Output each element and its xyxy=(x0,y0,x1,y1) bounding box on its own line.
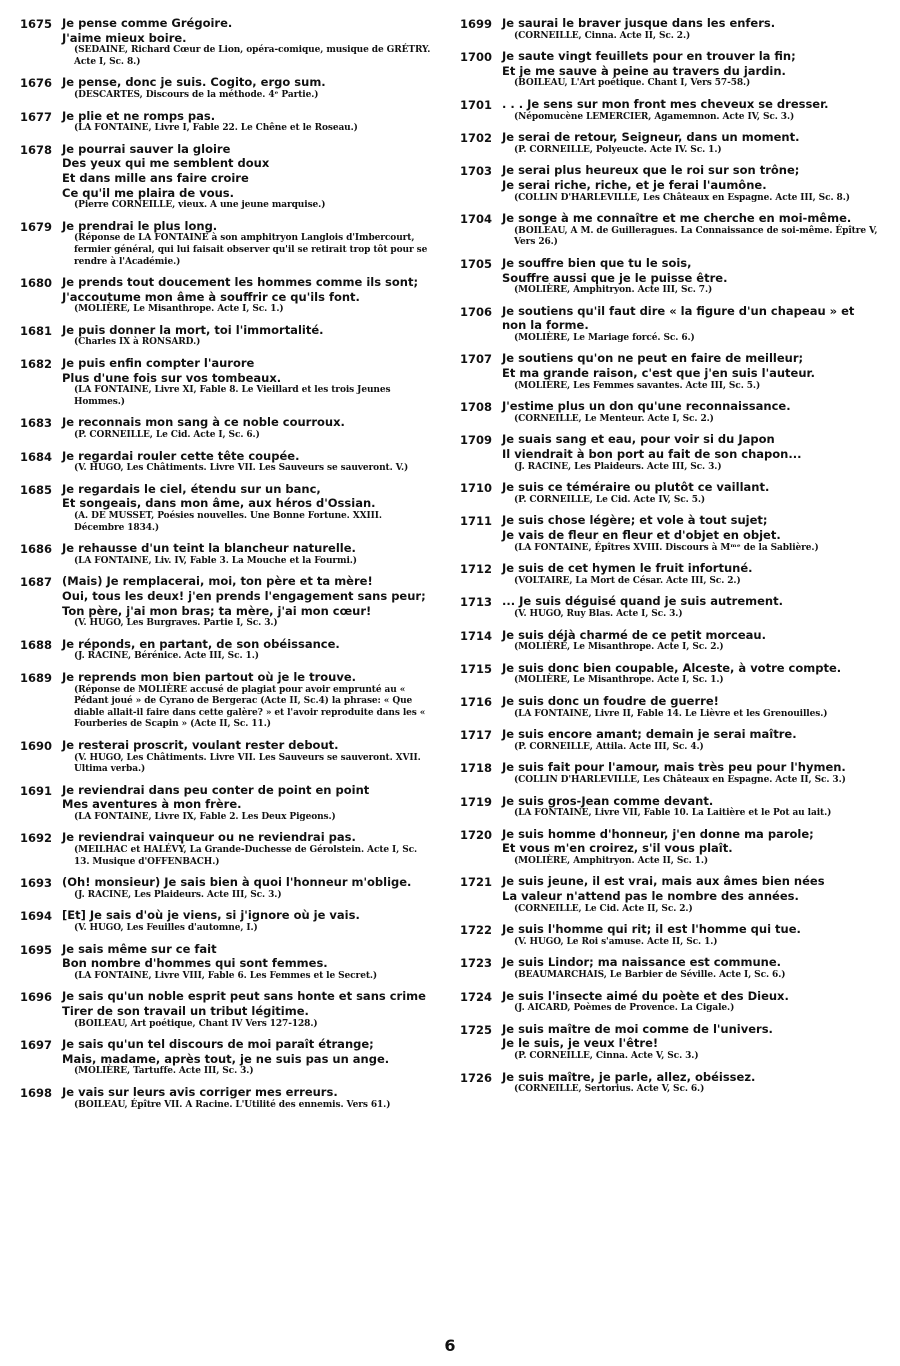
quote-line: Je suis donc un foudre de guerre! xyxy=(502,693,719,708)
quote-entry xyxy=(460,256,880,297)
quote-line: Je pense, donc je suis. Cogito, ergo sum. xyxy=(62,75,326,90)
quote-source: (MOLIÈRE, Amphitryon. Acte III, Sc. 7.) xyxy=(514,285,713,296)
quote-entry xyxy=(20,830,434,868)
quote-number: 1688 xyxy=(20,637,53,652)
quote-body xyxy=(62,574,434,629)
quote-body xyxy=(62,109,434,135)
quote-number: 1694 xyxy=(20,909,53,924)
quote-line: Je sais même sur ce fait xyxy=(62,941,217,956)
quote-body xyxy=(62,323,434,349)
quote-entry xyxy=(20,738,434,776)
quote-number: 1712 xyxy=(460,562,493,577)
quote-source: (CORNEILLE, Cinna. Acte II, Sc. 2.) xyxy=(514,30,691,41)
quote-line: Je serai riche, riche, et je ferai l'aumône. xyxy=(502,177,767,192)
quote-entry xyxy=(20,142,434,212)
quote-source: (CORNEILLE, Le Cid. Acte II, Sc. 2.) xyxy=(514,903,693,914)
quote-line: ... Je suis déguisé quand je suis autrement. xyxy=(502,594,783,609)
quote-number: 1719 xyxy=(460,794,493,809)
quote-line: Je rehausse d'un teint la blancheur naturelle. xyxy=(62,541,356,556)
quote-number: 1723 xyxy=(460,956,493,971)
quote-entry xyxy=(20,16,434,68)
quote-line: Je pourrai sauver la gloire xyxy=(62,141,231,156)
quote-line: (Mais) Je remplacerai, moi, ton père et ta mère! xyxy=(62,574,373,589)
quote-source: (LA FONTAINE, Liv. IV, Fable 3. La Mouche et la Fourmi.) xyxy=(74,555,357,566)
quote-entry xyxy=(20,670,434,731)
quote-body xyxy=(502,256,880,297)
page-number: 6 xyxy=(444,1336,456,1355)
quote-body xyxy=(62,275,434,316)
quote-entry xyxy=(20,482,434,534)
quote-line: Je suis déjà charmé de ce petit morceau. xyxy=(502,627,766,642)
quote-entry xyxy=(460,16,880,42)
quote-line: Je serai de retour, Seigneur, dans un moment. xyxy=(502,130,800,145)
quote-body xyxy=(502,480,880,506)
quote-line: Je suis ce téméraire ou plutôt ce vaillant. xyxy=(502,480,770,495)
quote-number: 1679 xyxy=(20,219,53,234)
quote-number: 1691 xyxy=(20,783,53,798)
quote-line: La valeur n'attend pas le nombre des années. xyxy=(502,889,799,904)
quote-body xyxy=(62,1085,434,1111)
quote-body xyxy=(502,97,880,123)
quote-entry xyxy=(460,922,880,948)
quote-source: (P. CORNEILLE, Le Cid. Acte I, Sc. 6.) xyxy=(74,430,260,441)
quote-line: Plus d'une fois sur vos tombeaux. xyxy=(62,370,282,385)
quote-number: 1703 xyxy=(460,164,493,179)
quote-source: (J. RACINE, Les Plaideurs. Acte III, Sc. 3.) xyxy=(74,889,282,900)
quote-number: 1711 xyxy=(460,514,493,529)
quote-source: (CORNEILLE, Sertorius. Acte V, Sc. 6.) xyxy=(514,1084,705,1095)
quote-body xyxy=(62,356,434,408)
quote-entry xyxy=(20,323,434,349)
quote-line: Ce qu'il me plaira de vous. xyxy=(62,185,235,200)
quote-entry xyxy=(460,827,880,868)
quote-line: Il viendrait à bon port au fait de son chapon... xyxy=(502,447,802,462)
quote-body xyxy=(62,541,434,567)
quote-entry xyxy=(20,574,434,629)
quote-body xyxy=(62,875,434,901)
quote-line: Je suis gros-Jean comme devant. xyxy=(502,793,714,808)
quote-body xyxy=(502,694,880,720)
quote-line: Je suis l'homme qui rit; il est l'homme qui tue. xyxy=(502,922,801,937)
quote-line: Je reviendrai dans peu conter de point en point xyxy=(62,782,370,797)
quote-line: Oui, tous les deux! j'en prends l'engagement sans peur; xyxy=(62,588,426,603)
quote-line: Je suais sang et eau, pour voir si du Japon xyxy=(502,432,775,447)
quote-entry xyxy=(20,109,434,135)
quote-line: Je réponds, en partant, de son obéissance. xyxy=(62,636,340,651)
quote-source: (BEAUMARCHAIS, Le Barbier de Séville. Acte I, Sc. 6.) xyxy=(514,970,786,981)
quote-line: Ton père, j'ai mon bras; ta mère, j'ai mon cœur! xyxy=(62,603,372,618)
quote-body xyxy=(502,304,880,345)
quote-line: Je reviendrai vainqueur ou ne reviendrai pas. xyxy=(62,830,356,845)
quote-body xyxy=(62,75,434,101)
quote-line: Je puis donner la mort, toi l'immortalité. xyxy=(62,322,324,337)
quote-entry xyxy=(460,399,880,425)
quote-line: Je songe à me connaître et me cherche en moi-même. xyxy=(502,211,852,226)
quote-entry xyxy=(20,637,434,663)
quote-entry xyxy=(20,783,434,824)
quote-line: Je suis chose légère; et vole à tout sujet; xyxy=(502,513,768,528)
quote-number: 1710 xyxy=(460,481,493,496)
quote-source: (J. RACINE, Bérénice. Acte III, Sc. 1.) xyxy=(74,651,259,662)
quote-body xyxy=(502,955,880,981)
quote-entry xyxy=(460,432,880,473)
quote-number: 1699 xyxy=(460,17,493,31)
quote-number: 1683 xyxy=(20,416,53,431)
quote-entry xyxy=(20,415,434,441)
quote-source: (LA FONTAINE, Livre XI, Fable 8. Le Vieillard et les trois Jeunes Hommes.) xyxy=(74,385,391,407)
quote-number: 1721 xyxy=(460,875,493,890)
quote-source: (J. AICARD, Poèmes de Provence. La Cigale.) xyxy=(514,1003,735,1014)
quote-entry xyxy=(20,75,434,101)
quote-line: Je suis encore amant; demain je serai maître. xyxy=(502,727,797,742)
quote-source: (P. CORNEILLE, Le Cid. Acte IV, Sc. 5.) xyxy=(514,494,706,505)
quote-source: (Réponse de MOLIÈRE accusé de plagiat pour avoir emprunté au « Pédant joué » de Cyrano de Bergerac (Acte II, Sc.4) la phrase: « Que diable allait-il faire dans cette galère? » et l'avoir reproduite dans les « Fourberies de Scapin » (Acte II, Sc. 11.) xyxy=(74,684,426,730)
quote-body xyxy=(62,449,434,475)
quote-entry xyxy=(460,513,880,554)
quote-source: (BOILEAU, A M. de Guilleragues. La Connaissance de soi-même. Épître V, Vers 26.) xyxy=(514,225,878,248)
quote-number: 1689 xyxy=(20,670,53,685)
quote-number: 1725 xyxy=(460,1022,493,1037)
quote-entry xyxy=(20,989,434,1030)
quote-line: Je reprends mon bien partout où je le trouve. xyxy=(62,669,357,684)
quote-entry xyxy=(460,727,880,753)
quote-line: Je regardais le ciel, étendu sur un banc, xyxy=(62,481,321,496)
quote-line: Je souffre bien que tu le sois, xyxy=(502,255,692,270)
quote-entry xyxy=(20,908,434,934)
quote-source: (COLLIN D'HARLEVILLE, Les Châteaux en Espagne. Acte III, Sc. 8.) xyxy=(514,192,850,203)
quote-number: 1682 xyxy=(20,357,53,372)
quote-line: J'aime mieux boire. xyxy=(62,30,187,45)
quote-source: (MOLIÈRE, Le Mariage forcé. Sc. 6.) xyxy=(514,332,695,343)
quote-number: 1722 xyxy=(460,923,493,938)
quote-entry xyxy=(460,163,880,204)
quote-entry xyxy=(460,989,880,1015)
quote-number: 1680 xyxy=(20,276,53,291)
quote-line: Je resterai proscrit, voulant rester debout. xyxy=(62,737,339,752)
quote-line: Je prends tout doucement les hommes comme ils sont; xyxy=(62,275,419,290)
quote-line: Je saurai le braver jusque dans les enfers. xyxy=(502,16,776,30)
quote-entry xyxy=(460,794,880,820)
quote-entry xyxy=(460,351,880,392)
quote-source: (J. RACINE, Les Plaideurs. Acte III, Sc. 3.) xyxy=(514,461,722,472)
quote-source: (LA FONTAINE, Livre IX, Fable 2. Les Deux Pigeons.) xyxy=(74,811,336,822)
quote-source: (COLLIN D'HARLEVILLE, Les Châteaux en Espagne. Acte II, Sc. 3.) xyxy=(514,774,846,785)
quote-number: 1676 xyxy=(20,76,53,91)
quote-source: (V. HUGO, Les Burgraves. Partie I, Sc. 3.) xyxy=(74,618,278,629)
quote-entry xyxy=(460,304,880,345)
quote-line: Je suis de cet hymen le fruit infortuné. xyxy=(502,561,753,576)
quote-number: 1724 xyxy=(460,989,493,1004)
quote-entry xyxy=(20,356,434,408)
quote-body xyxy=(62,830,434,868)
quote-number: 1718 xyxy=(460,761,493,776)
quote-line: Des yeux qui me semblent doux xyxy=(62,156,270,171)
quote-number: 1692 xyxy=(20,831,53,846)
quote-line: [Et] Je sais d'où je viens, si j'ignore où je vais. xyxy=(62,908,360,923)
quote-body xyxy=(502,760,880,786)
quote-entry xyxy=(20,1085,434,1111)
quote-number: 1696 xyxy=(20,990,53,1005)
quote-body xyxy=(502,432,880,473)
quote-entry xyxy=(460,874,880,915)
quote-source: (DESCARTES, Discours de la méthode. 4ᵉ Partie.) xyxy=(74,89,319,100)
quote-number: 1690 xyxy=(20,738,53,753)
quote-body xyxy=(502,351,880,392)
quote-body xyxy=(62,908,434,934)
quote-entry xyxy=(460,1022,880,1063)
quote-body xyxy=(502,561,880,587)
quote-source: (P. CORNEILLE, Attila. Acte III, Sc. 4.) xyxy=(514,741,704,752)
quote-line: (Oh! monsieur) Je sais bien à quoi l'honneur m'oblige. xyxy=(62,875,412,890)
quote-source: (MOLIÈRE, Le Misanthrope. Acte I, Sc. 2.) xyxy=(514,642,724,653)
quote-body xyxy=(62,989,434,1030)
quote-line: Et vous m'en croirez, s'il vous plaît. xyxy=(502,841,733,856)
quote-line: Je vais de fleur en fleur et d'objet en objet. xyxy=(502,528,781,542)
quote-entry xyxy=(20,219,434,268)
quote-line: Je soutiens qu'il faut dire « la figure d'un chapeau » et xyxy=(502,303,855,318)
quote-entry xyxy=(20,275,434,316)
quote-line: Je sais qu'un tel discours de moi paraît étrange; xyxy=(62,1037,374,1052)
quote-body xyxy=(62,738,434,776)
quote-body xyxy=(62,637,434,663)
quote-line: Souffre aussi que je le puisse être. xyxy=(502,270,728,285)
quote-source: (V. HUGO, Les Châtiments. Livre VII. Les Sauveurs se sauveront. V.) xyxy=(74,463,409,474)
quote-entry xyxy=(460,49,880,90)
quote-entry xyxy=(20,449,434,475)
quote-body xyxy=(502,594,880,620)
quote-source: (CORNEILLE, Le Menteur. Acte I, Sc. 2.) xyxy=(514,413,714,424)
quote-source: (BOILEAU, L'Art poétique. Chant I, Vers 57-58.) xyxy=(514,78,751,89)
quote-line: Bon nombre d'hommes qui sont femmes. xyxy=(62,956,328,971)
quote-body xyxy=(62,942,434,983)
quote-body xyxy=(502,794,880,820)
quote-entry xyxy=(20,541,434,567)
quote-number: 1717 xyxy=(460,728,493,743)
quote-body xyxy=(502,661,880,687)
quote-line: Je suis l'insecte aimé du poète et des Dieux. xyxy=(502,988,789,1003)
quote-body xyxy=(502,163,880,204)
quote-number: 1675 xyxy=(20,17,53,31)
quote-number: 1709 xyxy=(460,433,493,448)
quote-source: (MOLIÈRE, Le Misanthrope. Acte I, Sc. 1.) xyxy=(74,304,284,315)
quote-source: (LA FONTAINE, Livre II, Fable 14. Le Lièvre et les Grenouilles.) xyxy=(514,708,828,719)
quote-body xyxy=(502,130,880,156)
quote-entry xyxy=(460,628,880,654)
quote-number: 1715 xyxy=(460,661,493,676)
quote-entry xyxy=(460,661,880,687)
quote-line: non la forme. xyxy=(502,318,589,333)
quote-entry xyxy=(460,97,880,123)
quote-source: (MOLIÈRE, Amphitryon. Acte II, Sc. 1.) xyxy=(514,855,709,866)
quote-number: 1708 xyxy=(460,400,493,415)
quote-number: 1707 xyxy=(460,352,493,367)
quote-line: Je plie et ne romps pas. xyxy=(62,108,216,123)
quote-body xyxy=(502,1070,880,1096)
quote-number: 1701 xyxy=(460,97,493,112)
quote-number: 1700 xyxy=(460,50,493,65)
quote-source: (Réponse de LA FONTAINE à son amphitryon Langlois d'Imbercourt, fermier général, qui lui faisait observer qu'il se retirait trop tôt pour se rendre à l'Académie.) xyxy=(74,233,428,267)
quote-source: (SEDAINE, Richard Cœur de Lion, opéra-comique, musique de GRÉTRY. Acte I, Sc. 8.) xyxy=(74,45,431,67)
quote-line: Je serai plus heureux que le roi sur son trône; xyxy=(502,163,800,178)
quote-line: Je saute vingt feuillets pour en trouver la fin; xyxy=(502,49,796,64)
quote-number: 1704 xyxy=(460,212,493,227)
quote-source: (P. CORNEILLE, Cinna. Acte V, Sc. 3.) xyxy=(514,1051,699,1061)
quote-line: Mais, madame, après tout, je ne suis pas un ange. xyxy=(62,1051,390,1066)
quote-number: 1702 xyxy=(460,131,493,146)
quote-body xyxy=(502,989,880,1015)
quote-body xyxy=(502,399,880,425)
quote-line: Je vais sur leurs avis corriger mes erreurs. xyxy=(62,1084,338,1099)
quote-number: 1698 xyxy=(20,1085,53,1100)
quote-source: (MOLIÈRE, Les Femmes savantes. Acte III, Sc. 5.) xyxy=(514,380,761,391)
quote-body xyxy=(502,827,880,868)
quote-entry xyxy=(460,694,880,720)
quote-line: Et ma grande raison, c'est que j'en suis l'auteur. xyxy=(502,366,815,381)
quote-entry xyxy=(20,875,434,901)
quote-number: 1726 xyxy=(460,1070,493,1085)
quote-entry xyxy=(460,480,880,506)
quote-body xyxy=(502,874,880,915)
quote-line: Et dans mille ans faire croire xyxy=(62,170,249,185)
quote-source: (BOILEAU, Art poétique, Chant IV Vers 127-128.) xyxy=(74,1018,318,1029)
quote-source: (BOILEAU, Épître VII. A Racine. L'Utilité des ennemis. Vers 61.) xyxy=(74,1099,391,1110)
quote-source: (MOLIÈRE, Tartuffe. Acte III, Sc. 3.) xyxy=(74,1066,254,1077)
quote-line: Je prendrai le plus long. xyxy=(62,218,218,233)
quote-source: (Népomucène LEMERCIER, Agamemnon. Acte IV, Sc. 3.) xyxy=(514,111,795,122)
quote-line: Je suis homme d'honneur, j'en donne ma parole; xyxy=(502,826,814,841)
quote-number: 1697 xyxy=(20,1038,53,1053)
quote-body xyxy=(502,1022,880,1063)
quote-line: Je pense comme Grégoire. xyxy=(62,16,233,30)
quote-number: 1720 xyxy=(460,827,493,842)
quote-number: 1685 xyxy=(20,482,53,497)
quote-source: (LA FONTAINE, Livre VIII, Fable 6. Les Femmes et le Secret.) xyxy=(74,970,378,981)
quote-entry xyxy=(460,594,880,620)
quote-body xyxy=(502,211,880,249)
quote-body xyxy=(62,783,434,824)
quote-number: 1678 xyxy=(20,142,53,157)
quote-number: 1684 xyxy=(20,449,53,464)
quote-body xyxy=(62,1037,434,1078)
quote-source: (Charles IX à RONSARD.) xyxy=(74,337,201,348)
quote-source: (V. HUGO, Les Châtiments. Livre VII. Les Sauveurs se sauveront. XVII. Ultima verba.) xyxy=(74,752,421,775)
quote-number: 1695 xyxy=(20,942,53,957)
quote-body xyxy=(62,16,434,68)
quote-number: 1681 xyxy=(20,323,53,338)
quote-number: 1706 xyxy=(460,304,493,319)
quote-source: (Pierre CORNEILLE, vieux. A une jeune marquise.) xyxy=(74,200,326,211)
quote-body xyxy=(502,513,880,554)
quote-line: Mes aventures à mon frère. xyxy=(62,797,242,812)
left-column xyxy=(20,16,434,1118)
quote-line: Je soutiens qu'on ne peut en faire de meilleur; xyxy=(502,351,804,366)
quote-source: (A. DE MUSSET, Poésies nouvelles. Une Bonne Fortune. XXIII. Décembre 1834.) xyxy=(74,511,382,533)
quote-line: Et je me sauve à peine au travers du jardin. xyxy=(502,63,786,78)
quote-line: Je suis maître, je parle, allez, obéissez. xyxy=(502,1069,756,1084)
quote-line: Je puis enfin compter l'aurore xyxy=(62,356,255,371)
quote-body xyxy=(62,482,434,534)
quote-source: (V. HUGO, Les Feuilles d'automne, I.) xyxy=(74,923,258,934)
quote-line: Je reconnais mon sang à ce noble courroux. xyxy=(62,415,345,430)
quote-body xyxy=(62,219,434,268)
quote-number: 1686 xyxy=(20,542,53,557)
quote-line: Tirer de son travail un tribut légitime. xyxy=(62,1004,309,1018)
quote-source: (V. HUGO, Le Roi s'amuse. Acte II, Sc. 1.) xyxy=(514,936,718,947)
quote-source: (MEILHAC et HALÉVY, La Grande-Duchesse de Gérolstein. Acte I, Sc. 13. Musique d'OFFENBACH.) xyxy=(74,845,418,867)
quote-number: 1713 xyxy=(460,595,493,610)
quote-line: Je suis maître de moi comme de l'univers. xyxy=(502,1021,773,1036)
quote-number: 1693 xyxy=(20,876,53,891)
quote-entry xyxy=(20,1037,434,1078)
quote-line: Je le suis, je veux l'être! xyxy=(502,1036,659,1051)
quote-line: J'estime plus un don qu'une reconnaissance. xyxy=(502,399,791,414)
quote-entry xyxy=(460,760,880,786)
quote-line: J'accoutume mon âme à souffrir ce qu'ils font. xyxy=(62,289,360,304)
quote-body xyxy=(502,628,880,654)
quote-line: Je sais qu'un noble esprit peut sans honte et sans crime xyxy=(62,989,426,1004)
quote-number: 1705 xyxy=(460,256,493,271)
quote-source: (LA FONTAINE, Livre VII, Fable 10. La Laitière et le Pot au lait.) xyxy=(514,808,832,819)
quote-number: 1714 xyxy=(460,628,493,643)
quote-source: (VOLTAIRE, La Mort de César. Acte III, Sc. 2.) xyxy=(514,575,741,586)
quote-entry xyxy=(20,942,434,983)
quote-line: Je suis jeune, il est vrai, mais aux âmes bien nées xyxy=(502,874,825,889)
quote-line: Et songeais, dans mon âme, aux héros d'Ossian. xyxy=(62,496,376,511)
quote-entry xyxy=(460,955,880,981)
quote-entry xyxy=(460,561,880,587)
quote-source: (V. HUGO, Ruy Blas. Acte I, Sc. 3.) xyxy=(514,608,683,619)
quote-number: 1716 xyxy=(460,694,493,709)
quote-line: Je suis fait pour l'amour, mais très peu pour l'hymen. xyxy=(502,760,846,775)
quote-source: (LA FONTAINE, Épîtres XVIII. Discours à Mᵐᵉ de la Sablière.) xyxy=(514,542,819,553)
quote-body xyxy=(502,49,880,90)
quote-source: (P. CORNEILLE, Polyeucte. Acte IV. Sc. 1.) xyxy=(514,144,722,155)
quote-line: Je suis Lindor; ma naissance est commune. xyxy=(502,955,782,970)
quote-number: 1687 xyxy=(20,575,53,590)
quote-body xyxy=(502,16,880,42)
quote-line: Je suis donc bien coupable, Alceste, à votre compte. xyxy=(502,660,842,675)
quote-line: Je regardai rouler cette tête coupée. xyxy=(62,448,300,463)
quote-body xyxy=(62,415,434,441)
quote-source: (MOLIÈRE, Le Misanthrope. Acte I, Sc. 1.) xyxy=(514,675,724,686)
quote-entry xyxy=(460,1070,880,1096)
quote-entry xyxy=(460,130,880,156)
quote-number: 1677 xyxy=(20,109,53,124)
quote-line: . . . Je sens sur mon front mes cheveux se dresser. xyxy=(502,96,829,111)
quote-entry xyxy=(460,211,880,249)
quote-source: (LA FONTAINE, Livre I, Fable 22. Le Chêne et le Roseau.) xyxy=(74,123,358,134)
quote-body xyxy=(62,670,434,731)
quote-body xyxy=(502,727,880,753)
right-column xyxy=(460,16,880,1103)
quote-body xyxy=(62,142,434,212)
quote-body xyxy=(502,922,880,948)
